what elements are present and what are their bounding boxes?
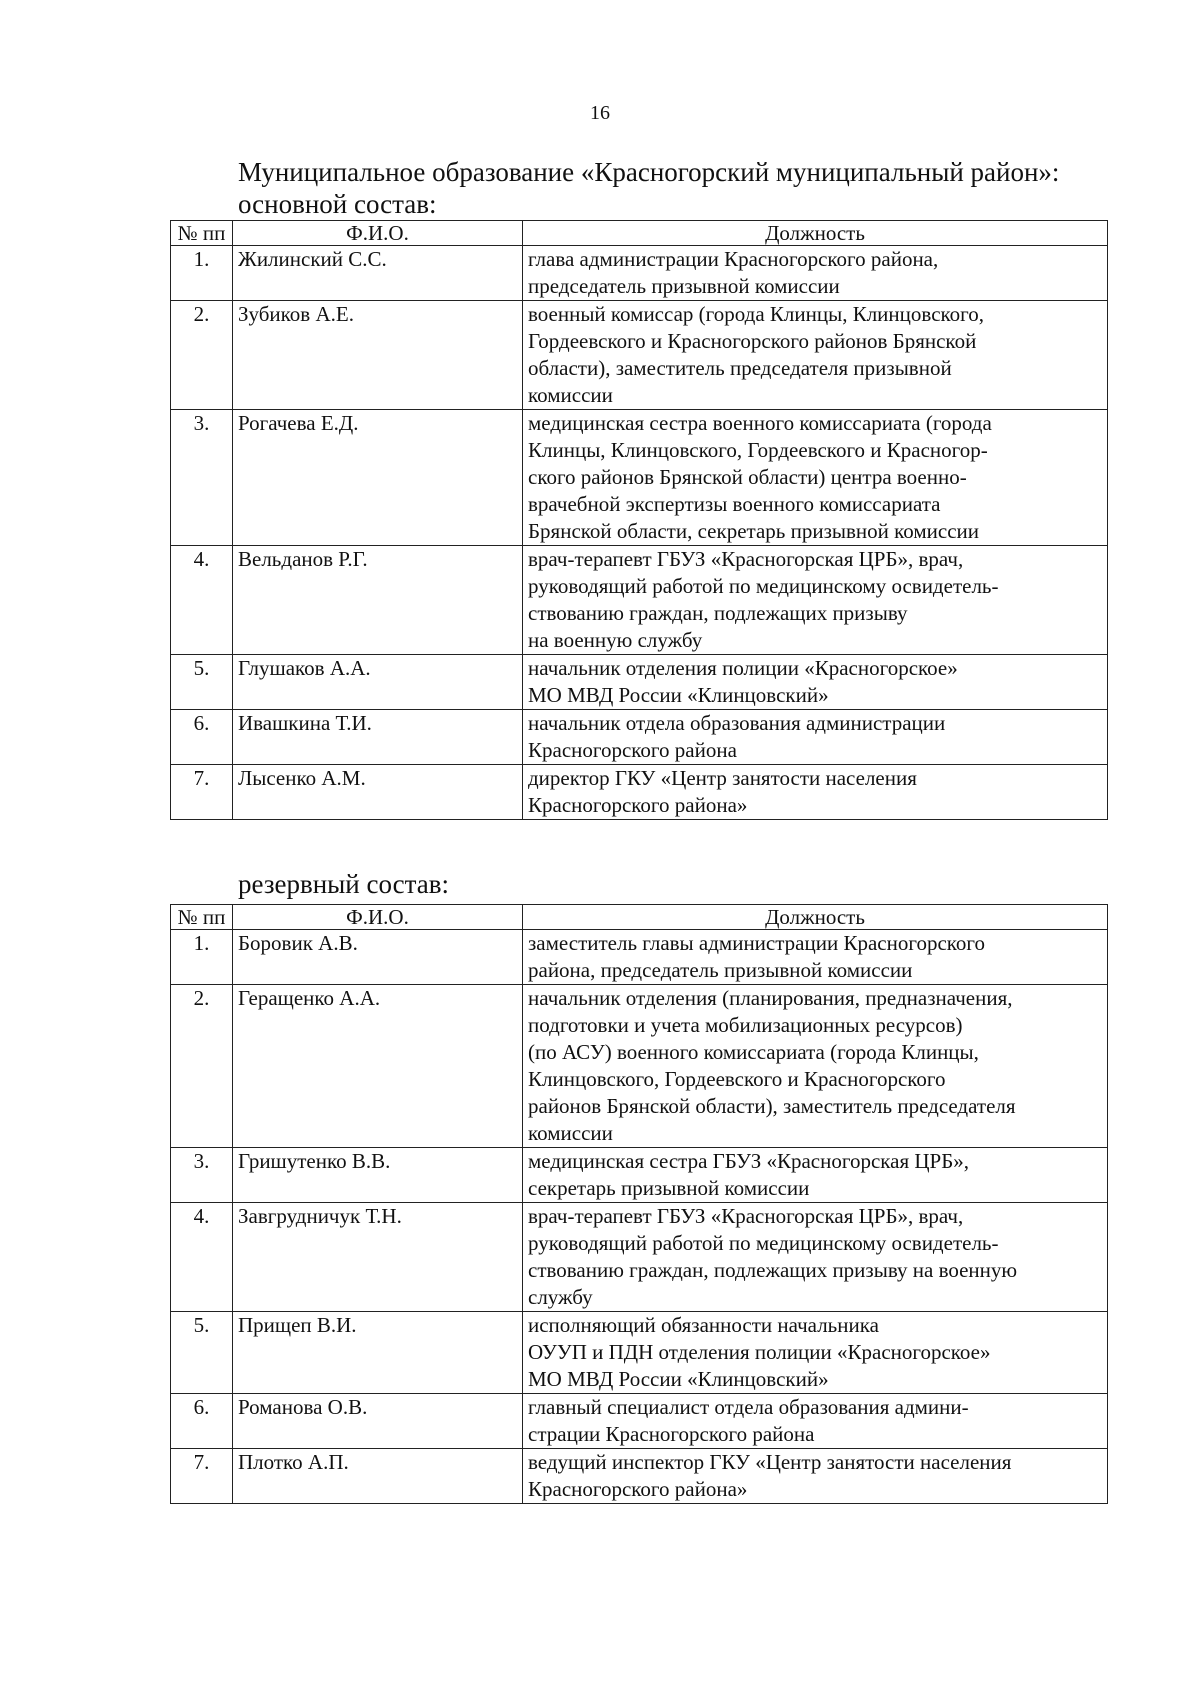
position-line: подготовки и учета мобилизационных ресурсов) [528, 1013, 963, 1037]
table-header-row [171, 905, 1108, 930]
position-line: ОУУП и ПДН отделения полиции «Красногорское» [528, 1340, 991, 1364]
position-line: руководящий работой по медицинскому освидетель- [528, 1231, 999, 1255]
row-number: 6. [171, 1394, 233, 1449]
position-line: начальник отдела образования администрации [528, 711, 946, 735]
table-row [171, 1449, 1108, 1504]
member-position [523, 1394, 1108, 1449]
main-title-line-2: основной состав: [238, 189, 437, 219]
position-line: службу [528, 1285, 593, 1309]
position-line: ведущий инспектор ГКУ «Центр занятости населения [528, 1450, 1012, 1474]
position-line: комиссии [528, 1121, 613, 1145]
position-line: врач-терапевт ГБУЗ «Красногорская ЦРБ», врач, [528, 1204, 964, 1228]
position-line: ствованию граждан, подлежащих призыву [528, 601, 908, 625]
member-name: Вельданов Р.Г. [233, 546, 523, 655]
position-line: секретарь призывной комиссии [528, 1176, 810, 1200]
member-name: Жилинский С.С. [233, 246, 523, 301]
member-name: Лысенко А.М. [233, 765, 523, 820]
position-line: Красногорского района» [528, 793, 748, 817]
position-line: исполняющий обязанности начальника [528, 1313, 879, 1337]
position-line: заместитель главы администрации Красногорского [528, 931, 985, 955]
member-position [523, 1203, 1108, 1312]
row-number: 7. [171, 1449, 233, 1504]
reserve-table-body [171, 930, 1108, 1504]
position-line: района, председатель призывной комиссии [528, 958, 913, 982]
member-position [523, 765, 1108, 820]
reserve-composition-table [170, 904, 1108, 1504]
position-line: Красногорского района [528, 738, 737, 762]
position-line: врачебной экспертизы военного комиссариата [528, 492, 941, 516]
header-number: № пп [171, 905, 233, 930]
row-number: 3. [171, 1148, 233, 1203]
table-row [171, 765, 1108, 820]
position-line: МО МВД России «Клинцовский» [528, 1367, 829, 1391]
table-row [171, 1394, 1108, 1449]
position-line: глава администрации Красногорского района, [528, 247, 939, 271]
position-line: Клинцы, Клинцовского, Гордеевского и Красногор- [528, 438, 988, 462]
position-line: на военную службу [528, 628, 703, 652]
position-line: врач-терапевт ГБУЗ «Красногорская ЦРБ», врач, [528, 547, 964, 571]
row-number: 2. [171, 301, 233, 410]
table-row [171, 655, 1108, 710]
member-name: Рогачева Е.Д. [233, 410, 523, 546]
table-header-row [171, 221, 1108, 246]
header-number: № пп [171, 221, 233, 246]
table-row [171, 546, 1108, 655]
row-number: 3. [171, 410, 233, 546]
header-position: Должность [523, 221, 1108, 246]
table-row [171, 985, 1108, 1148]
row-number: 6. [171, 710, 233, 765]
position-line: Гордеевского и Красногорского районов Брянской [528, 329, 977, 353]
position-line: Брянской области, секретарь призывной комиссии [528, 519, 980, 543]
member-name: Плотко А.П. [233, 1449, 523, 1504]
position-line: области), заместитель председателя призывной [528, 356, 952, 380]
member-name: Ивашкина Т.И. [233, 710, 523, 765]
main-composition-table [170, 220, 1108, 820]
position-line: военный комиссар (города Клинцы, Клинцовского, [528, 302, 984, 326]
member-position [523, 710, 1108, 765]
member-position [523, 301, 1108, 410]
position-line: районов Брянской области), заместитель председателя [528, 1094, 1016, 1118]
member-name: Прищеп В.И. [233, 1312, 523, 1394]
table-row [171, 246, 1108, 301]
table-row [171, 1312, 1108, 1394]
header-full-name: Ф.И.О. [233, 905, 523, 930]
position-line: ствованию граждан, подлежащих призыву на военную [528, 1258, 1018, 1282]
position-line: комиссии [528, 383, 613, 407]
member-position [523, 1312, 1108, 1394]
position-line: Клинцовского, Гордеевского и Красногорского [528, 1067, 946, 1091]
member-position [523, 246, 1108, 301]
member-position [523, 985, 1108, 1148]
table-row [171, 1148, 1108, 1203]
row-number: 5. [171, 655, 233, 710]
reserve-section-title: резервный состав: [238, 869, 450, 899]
row-number: 1. [171, 930, 233, 985]
member-position [523, 930, 1108, 985]
position-line: начальник отделения (планирования, предназначения, [528, 986, 1013, 1010]
member-name: Зубиков А.Е. [233, 301, 523, 410]
table-row [171, 930, 1108, 985]
member-name: Романова О.В. [233, 1394, 523, 1449]
table-row [171, 410, 1108, 546]
position-line: страции Красногорского района [528, 1422, 815, 1446]
position-line: медицинская сестра военного комиссариата (города [528, 411, 992, 435]
position-line: председатель призывной комиссии [528, 274, 840, 298]
main-section-title [238, 156, 1138, 220]
position-line: ского районов Брянской области) центра военно- [528, 465, 967, 489]
position-line: директор ГКУ «Центр занятости населения [528, 766, 917, 790]
member-position [523, 1449, 1108, 1504]
member-position [523, 1148, 1108, 1203]
header-position: Должность [523, 905, 1108, 930]
position-line: Красногорского района» [528, 1477, 748, 1501]
position-line: главный специалист отдела образования админи- [528, 1395, 969, 1419]
header-full-name: Ф.И.О. [233, 221, 523, 246]
page-number: 16 [590, 102, 610, 124]
row-number: 2. [171, 985, 233, 1148]
member-name: Боровик А.В. [233, 930, 523, 985]
row-number: 7. [171, 765, 233, 820]
row-number: 4. [171, 546, 233, 655]
position-line: начальник отделения полиции «Красногорское» [528, 656, 958, 680]
position-line: (по АСУ) военного комиссариата (города Клинцы, [528, 1040, 979, 1064]
member-position [523, 546, 1108, 655]
position-line: медицинская сестра ГБУЗ «Красногорская ЦРБ», [528, 1149, 970, 1173]
row-number: 4. [171, 1203, 233, 1312]
row-number: 1. [171, 246, 233, 301]
member-position [523, 655, 1108, 710]
position-line: руководящий работой по медицинскому освидетель- [528, 574, 999, 598]
member-name: Завгрудничук Т.Н. [233, 1203, 523, 1312]
member-position [523, 410, 1108, 546]
position-line: МО МВД России «Клинцовский» [528, 683, 829, 707]
main-title-line-1: Муниципальное образование «Красногорский муниципальный район»: [238, 157, 1060, 187]
main-table-body [171, 246, 1108, 820]
table-row [171, 301, 1108, 410]
member-name: Гришутенко В.В. [233, 1148, 523, 1203]
member-name: Глушаков А.А. [233, 655, 523, 710]
member-name: Геращенко А.А. [233, 985, 523, 1148]
table-row [171, 1203, 1108, 1312]
row-number: 5. [171, 1312, 233, 1394]
table-row [171, 710, 1108, 765]
